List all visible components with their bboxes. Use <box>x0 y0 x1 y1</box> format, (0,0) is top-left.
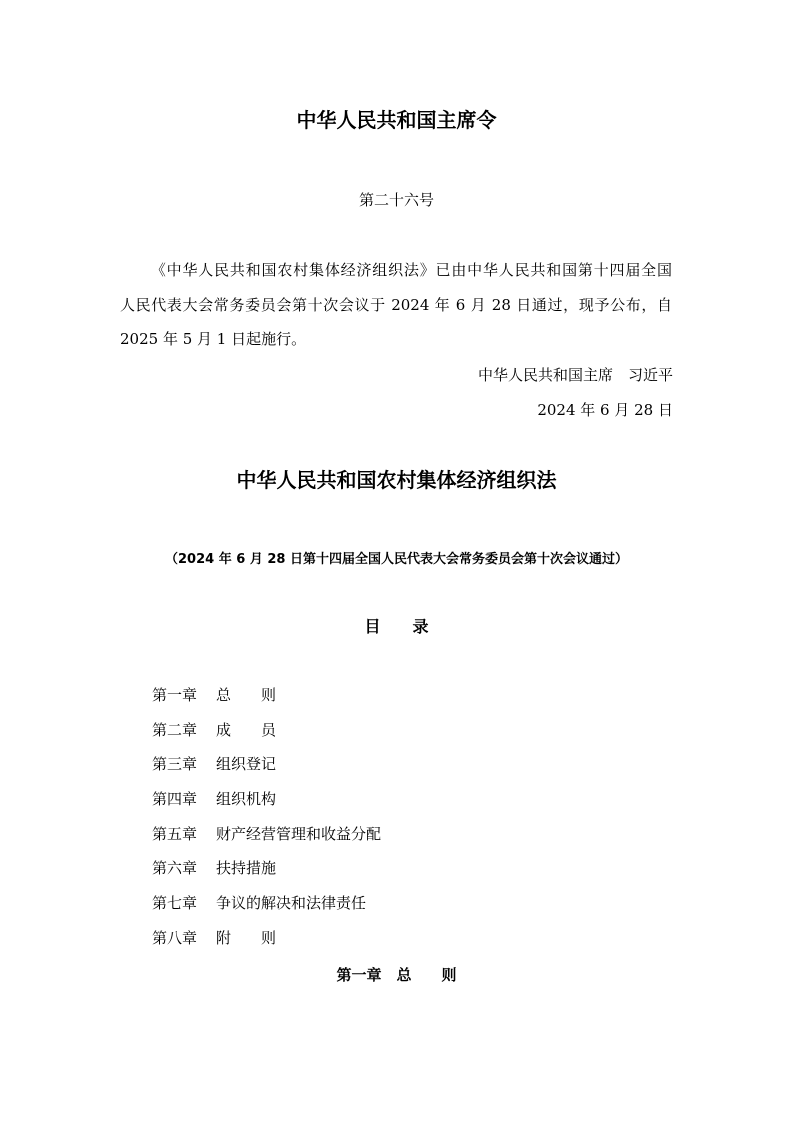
toc-chapter-number: 第五章 <box>152 824 198 843</box>
toc-chapter-number: 第七章 <box>152 894 198 913</box>
toc-chapter-title: 成 员 <box>216 720 277 739</box>
order-number: 第二十六号 <box>358 191 434 209</box>
toc-item <box>152 684 381 719</box>
toc-item <box>152 892 381 927</box>
toc-chapter-title: 扶持措施 <box>216 859 277 878</box>
order-date: 2024 年 6 月 28 日 <box>537 401 673 419</box>
toc-item <box>152 857 381 892</box>
toc-item <box>152 788 381 823</box>
toc-chapter-number: 第八章 <box>152 928 198 947</box>
toc-chapter-title: 附 则 <box>216 928 277 947</box>
toc-title: 目 录 <box>364 617 429 636</box>
toc-chapter-title: 组织机构 <box>216 790 277 809</box>
order-paragraph-text: 《中华人民共和国农村集体经济组织法》已由中华人民共和国第十四届全国 <box>150 261 672 279</box>
toc-item <box>152 823 381 858</box>
order-signer: 中华人民共和国主席 习近平 <box>477 366 673 384</box>
law-title: 中华人民共和国农村集体经济组织法 <box>236 468 557 492</box>
toc-chapter-number: 第三章 <box>152 755 198 774</box>
toc-chapter-number: 第四章 <box>152 790 198 809</box>
order-title: 中华人民共和国主席令 <box>296 108 497 132</box>
toc-chapter-title: 总 则 <box>216 686 277 704</box>
order-paragraph-line <box>120 259 672 280</box>
toc-chapter-title: 组织登记 <box>216 755 277 774</box>
chapter-heading: 第一章 总 则 <box>336 966 457 984</box>
toc-item <box>152 927 381 962</box>
toc-chapter-title: 财产经营管理和收益分配 <box>216 824 382 843</box>
order-paragraph-line: 人民代表大会常务委员会第十次会议于 2024 年 6 月 28 日通过，现予公布，自 <box>120 296 672 314</box>
toc-item <box>152 753 381 788</box>
toc-chapter-number: 第一章 <box>152 686 198 704</box>
order-paragraph-line: 2025 年 5 月 1 日起施行。 <box>120 330 307 348</box>
table-of-contents <box>152 684 381 962</box>
toc-chapter-title: 争议的解决和法律责任 <box>216 894 367 913</box>
law-subtitle: （2024 年 6 月 28 日第十四届全国人民代表大会常务委员会第十次会议通过） <box>165 552 628 567</box>
toc-chapter-number: 第六章 <box>152 859 198 878</box>
toc-chapter-number: 第二章 <box>152 720 198 739</box>
toc-item <box>152 719 381 754</box>
